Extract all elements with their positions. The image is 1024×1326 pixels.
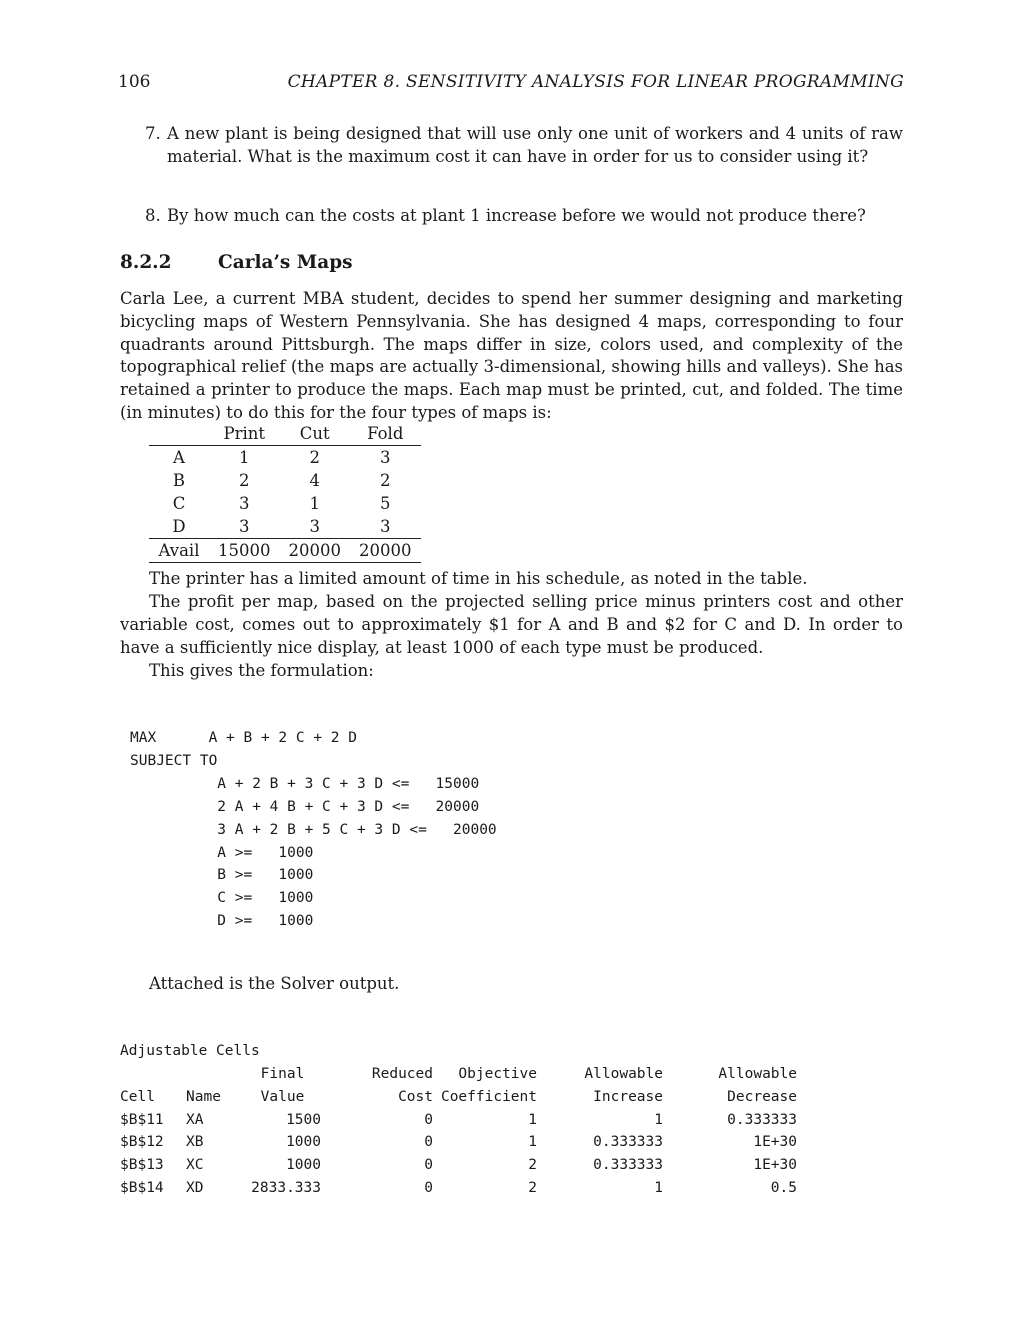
exercise-text: By how much can the costs at plant 1 increase before we would not produce there? [167, 206, 866, 225]
table-cell: A [173, 448, 185, 467]
formulation-line: C >= 1000 [130, 890, 314, 907]
table-cell: C [172, 494, 186, 513]
table-cell: 0 [424, 1157, 433, 1174]
lp-formulation [130, 727, 497, 933]
column-header [120, 1063, 186, 1086]
column-header: Fold [350, 422, 421, 446]
running-head [118, 72, 904, 94]
table-cell: 0 [424, 1179, 433, 1196]
table-cell: 1 [654, 1111, 663, 1128]
formulation-line: 3 A + 2 B + 5 C + 3 D <= 20000 [130, 821, 497, 838]
table-row [120, 1109, 797, 1132]
table-cell: 3 [309, 517, 320, 536]
table-cell: 15000 [209, 539, 280, 563]
table-cell: 4 [309, 471, 320, 490]
table-cell: B [172, 471, 186, 490]
table-cell: 0 [424, 1111, 433, 1128]
body-paragraph: This gives the formulation: [149, 661, 374, 680]
table-cell: 1E+30 [753, 1134, 797, 1151]
column-header: Cost [398, 1088, 433, 1105]
table-cell: 1000 [286, 1134, 321, 1151]
column-header: Print [209, 422, 280, 446]
column-header: Cell [120, 1088, 155, 1105]
column-header: Allowable [718, 1066, 797, 1082]
body-paragraph: The printer has a limited amount of time in his schedule, as noted in the table. [149, 569, 808, 588]
column-header: Coefficient [440, 1088, 537, 1105]
time-table [149, 422, 421, 563]
table-cell: Avail [149, 539, 209, 563]
avail-row [149, 539, 421, 563]
table-cell: 3 [380, 517, 391, 536]
page-number: 106 [118, 72, 151, 92]
formulation-line: MAX A + B + 2 C + 2 D [130, 730, 357, 746]
table-cell: $B$14 [120, 1179, 164, 1196]
formulation-line: B >= 1000 [130, 867, 314, 884]
formulation-line: A + 2 B + 3 C + 3 D <= 15000 [130, 775, 480, 792]
table-cell: 1 [528, 1111, 537, 1128]
solver-intro: Attached is the Solver output. [149, 974, 400, 993]
table-cell: 2833.333 [251, 1179, 321, 1196]
table-cell: 5 [380, 494, 391, 513]
exercise-item [145, 204, 903, 227]
table-cell: 2 [380, 471, 391, 490]
table-cell: 2 [528, 1179, 537, 1196]
solver-output [120, 1040, 797, 1200]
formulation-line: D >= 1000 [130, 913, 314, 930]
chapter-title: CHAPTER 8. SENSITIVITY ANALYSIS FOR LINEAR PROGRAMMING [287, 72, 904, 92]
table-cell: 0 [424, 1134, 433, 1151]
column-header [149, 422, 209, 446]
table-cell: XD [186, 1179, 204, 1196]
table-cell: $B$12 [120, 1134, 164, 1151]
table-cell: 0.5 [770, 1179, 797, 1196]
table-cell: 0.333333 [727, 1111, 797, 1128]
table-cell: 0.333333 [593, 1134, 663, 1151]
time-table-header [149, 422, 421, 446]
column-header [186, 1063, 244, 1086]
table-cell: $B$13 [120, 1157, 164, 1174]
formulation-line: A >= 1000 [130, 844, 314, 861]
table-cell: 3 [239, 494, 250, 513]
table-cell: 20000 [280, 539, 351, 563]
intro-paragraph: Carla Lee, a current MBA student, decides to spend her summer designing and marketing bicycling maps of Western Pennsylvania. She has designed 4 maps, corresponding to four quadrants around Pittsburgh. The maps differ in size, colors used, and complexity of the topographical relief (the maps are actually 3-dimensional, showing hills and valleys). She has retained a printer to produce the maps. Each map must be printed, cut, and folded. The time (in minutes) to do this for the four types of maps is: [120, 289, 903, 422]
table-row [149, 469, 421, 492]
exercise-item [145, 122, 903, 168]
solver-header-top [120, 1063, 797, 1086]
table-cell: XB [186, 1134, 204, 1151]
formulation-line: 2 A + 4 B + C + 3 D <= 20000 [130, 798, 480, 815]
table-cell: 2 [309, 448, 320, 467]
section-heading [120, 252, 353, 273]
formulation-line: SUBJECT TO [130, 752, 218, 769]
table-cell: XA [186, 1111, 204, 1128]
body-paragraph: The profit per map, based on the projected selling price minus printers cost and other variable cost, comes out to approximately $1 for A and B and $2 for C and D. In order to have a sufficiently nice display, at least 1000 of each type must be produced. [120, 592, 903, 657]
table-cell: 1 [239, 448, 250, 467]
column-header: Allowable [584, 1066, 663, 1082]
table-row [120, 1131, 797, 1154]
table-cell: 1 [528, 1134, 537, 1151]
table-row [120, 1154, 797, 1177]
table-row [149, 446, 421, 470]
table-row [120, 1177, 797, 1200]
table-row [149, 492, 421, 515]
table-cell: 2 [239, 471, 250, 490]
table-cell: $B$11 [120, 1111, 164, 1128]
adjustable-cells-table [120, 1063, 797, 1200]
section-number: 8.2.2 [120, 252, 172, 273]
column-header: Name [186, 1088, 221, 1105]
table-cell: 1 [309, 494, 320, 513]
table-cell: 1 [654, 1179, 663, 1196]
table-cell: XC [186, 1157, 204, 1174]
table-cell: 2 [528, 1157, 537, 1174]
column-header: Cut [280, 422, 351, 446]
table-cell: 1E+30 [753, 1157, 797, 1174]
solver-header-bottom [120, 1086, 797, 1109]
column-header: Increase [593, 1088, 663, 1105]
column-header: Objective [458, 1066, 537, 1082]
solver-title: Adjustable Cells [120, 1043, 260, 1059]
table-cell: 3 [239, 517, 250, 536]
column-header: Reduced [371, 1066, 433, 1082]
column-header: Decrease [727, 1088, 797, 1105]
table-cell: 3 [380, 448, 391, 467]
column-header: Final [260, 1066, 305, 1082]
exercise-text: A new plant is being designed that will use only one unit of workers and 4 units of raw material. What is the maximum cost it can have in order for us to consider using it? [167, 124, 903, 166]
exercise-number: 7. [145, 124, 161, 143]
section-title: Carla’s Maps [218, 252, 353, 273]
exercise-number: 8. [145, 206, 161, 225]
table-row [149, 515, 421, 539]
table-cell: 1500 [286, 1111, 321, 1128]
table-cell: 1000 [286, 1157, 321, 1174]
table-cell: 20000 [350, 539, 421, 563]
table-cell: 0.333333 [593, 1157, 663, 1174]
column-header: Value [260, 1088, 305, 1105]
table-cell: D [172, 517, 186, 536]
